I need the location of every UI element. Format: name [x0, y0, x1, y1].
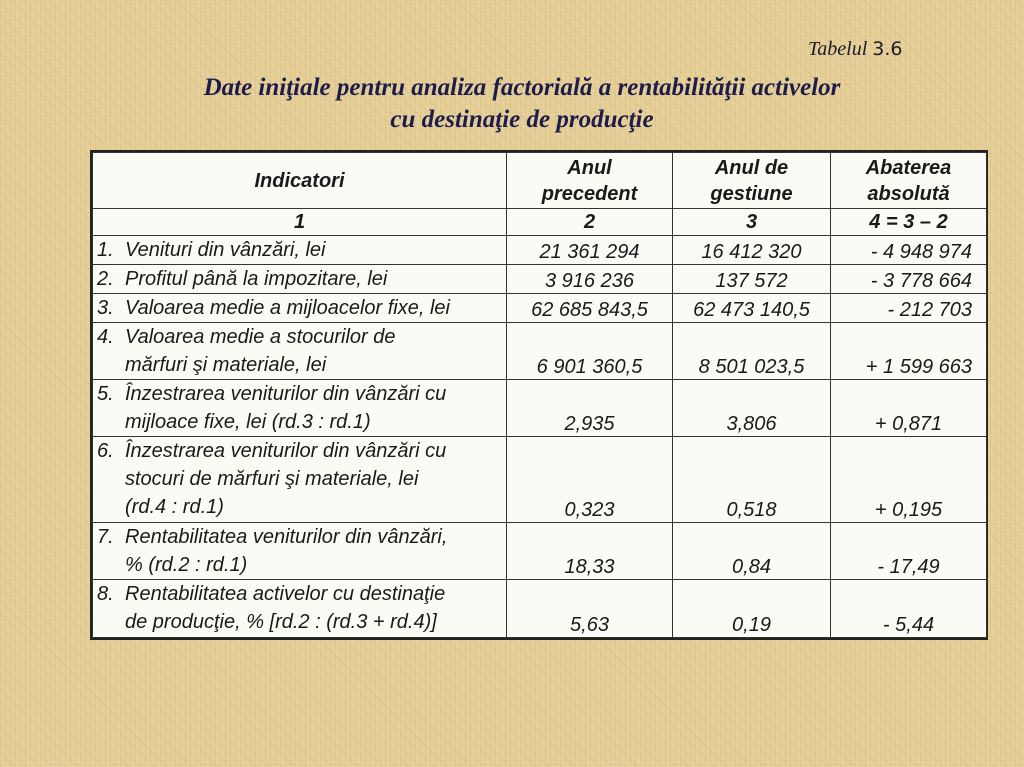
- indicator-label: mijloace fixe, lei (rd.3 : rd.1): [125, 411, 371, 433]
- row-number: 6.: [97, 440, 114, 462]
- table-label-number: 3.6: [872, 38, 903, 60]
- table-row: [93, 236, 987, 265]
- indicator-label: % (rd.2 : rd.1): [125, 554, 248, 576]
- indicator-cell: [93, 294, 507, 323]
- table-row: [93, 580, 987, 638]
- row-number: 4.: [97, 326, 114, 348]
- indicator-cell: [93, 523, 507, 580]
- value-anul-de-gestiune: 8 501 023,5: [673, 323, 831, 380]
- value-abaterea-absoluta: - 17,49: [831, 523, 987, 580]
- table-row: [93, 294, 987, 323]
- table-row: [93, 437, 987, 523]
- value-anul-precedent: 6 901 360,5: [507, 323, 673, 380]
- indicator-label: Profitul până la impozitare, lei: [125, 268, 388, 290]
- value-abaterea-absoluta: + 0,195: [831, 437, 987, 523]
- value-anul-precedent: 18,33: [507, 523, 673, 580]
- value-anul-precedent: 0,323: [507, 437, 673, 523]
- page-title-line-2: cu destinaţie de producţie: [390, 106, 654, 133]
- value-anul-de-gestiune: 62 473 140,5: [673, 294, 831, 323]
- value-anul-de-gestiune: 16 412 320: [673, 236, 831, 265]
- value-anul-de-gestiune: 3,806: [673, 380, 831, 437]
- header-abaterea-absoluta: Abaterea absolută: [831, 153, 987, 209]
- data-table-container: [90, 150, 988, 640]
- value-abaterea-absoluta: + 1 599 663: [831, 323, 987, 380]
- header-indicatori: Indicatori: [93, 153, 507, 209]
- column-number-row: [93, 209, 987, 236]
- value-anul-de-gestiune: 0,19: [673, 580, 831, 638]
- table-header-row: [93, 153, 987, 209]
- indicator-label: mărfuri şi materiale, lei: [125, 354, 327, 376]
- row-number: 1.: [97, 239, 114, 261]
- indicator-cell: [93, 580, 507, 638]
- value-abaterea-absoluta: - 4 948 974: [831, 236, 987, 265]
- indicator-label: Înzestrarea veniturilor din vânzări cu: [125, 440, 447, 462]
- table-label: [808, 38, 903, 61]
- header-anul-precedent: Anul precedent: [507, 153, 673, 209]
- value-abaterea-absoluta: + 0,871: [831, 380, 987, 437]
- column-number: 3: [673, 209, 831, 236]
- table-label-text: Tabelul: [808, 38, 873, 60]
- indicator-cell: [93, 380, 507, 437]
- indicator-cell: [93, 236, 507, 265]
- indicator-label: Venituri din vânzări, lei: [125, 239, 326, 261]
- header-anul-de-gestiune: Anul de gestiune: [673, 153, 831, 209]
- indicator-label: stocuri de mărfuri şi materiale, lei: [125, 468, 419, 490]
- row-number: 7.: [97, 526, 114, 548]
- table-row: [93, 265, 987, 294]
- value-abaterea-absoluta: - 5,44: [831, 580, 987, 638]
- row-number: 5.: [97, 383, 114, 405]
- page-title: [40, 72, 1004, 136]
- value-abaterea-absoluta: - 212 703: [831, 294, 987, 323]
- value-anul-de-gestiune: 0,84: [673, 523, 831, 580]
- value-anul-precedent: 5,63: [507, 580, 673, 638]
- value-anul-de-gestiune: 0,518: [673, 437, 831, 523]
- column-number: 4 = 3 – 2: [831, 209, 987, 236]
- row-number: 2.: [97, 268, 114, 290]
- indicator-label: Înzestrarea veniturilor din vânzări cu: [125, 383, 447, 405]
- row-number: 3.: [97, 297, 114, 319]
- indicator-label: Rentabilitatea activelor cu destinaţie: [125, 583, 446, 605]
- value-anul-precedent: 3 916 236: [507, 265, 673, 294]
- column-number: 2: [507, 209, 673, 236]
- table-row: [93, 323, 987, 380]
- value-anul-precedent: 2,935: [507, 380, 673, 437]
- indicator-label: Rentabilitatea veniturilor din vânzări,: [125, 526, 448, 548]
- indicator-label: Valoarea medie a stocurilor de: [125, 326, 396, 348]
- value-anul-de-gestiune: 137 572: [673, 265, 831, 294]
- table-row: [93, 523, 987, 580]
- table-row: [93, 380, 987, 437]
- value-anul-precedent: 62 685 843,5: [507, 294, 673, 323]
- value-anul-precedent: 21 361 294: [507, 236, 673, 265]
- column-number: 1: [93, 209, 507, 236]
- indicator-label: de producţie, % [rd.2 : (rd.3 + rd.4)]: [125, 611, 437, 633]
- indicator-cell: [93, 323, 507, 380]
- page-title-line-1: Date iniţiale pentru analiza factorială a rentabilităţii activelor: [203, 74, 841, 101]
- indicator-label: (rd.4 : rd.1): [125, 496, 224, 518]
- row-number: 8.: [97, 583, 114, 605]
- indicator-cell: [93, 437, 507, 523]
- data-table: [92, 152, 987, 638]
- indicator-cell: [93, 265, 507, 294]
- indicator-label: Valoarea medie a mijloacelor fixe, lei: [125, 297, 450, 319]
- value-abaterea-absoluta: - 3 778 664: [831, 265, 987, 294]
